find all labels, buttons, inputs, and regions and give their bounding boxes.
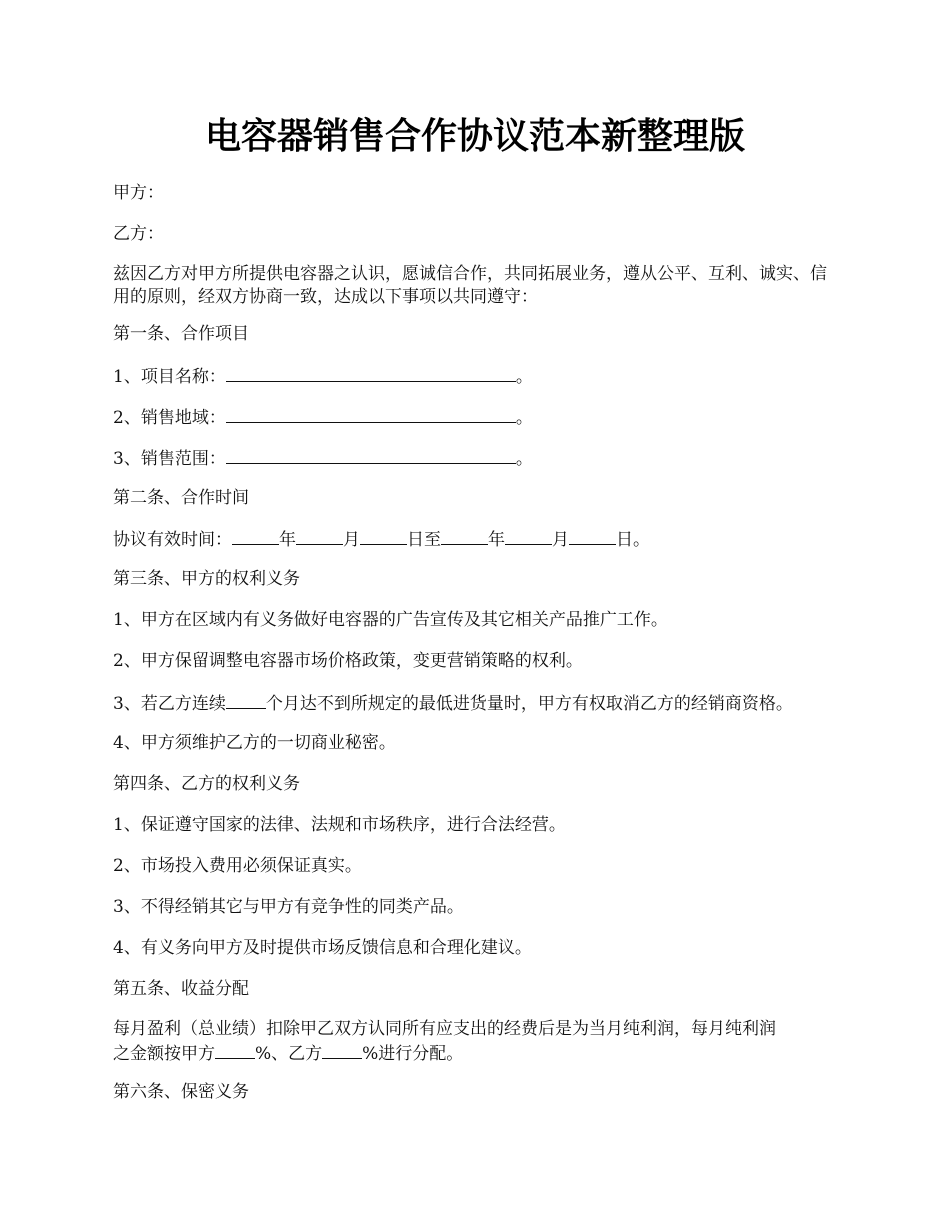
article1-item2 <box>113 405 853 430</box>
start-month-blank <box>296 527 343 545</box>
start-year-blank <box>232 527 279 545</box>
article2-validity <box>113 527 853 552</box>
end-month-blank <box>505 527 552 545</box>
end-month-label: 月 <box>552 530 569 550</box>
article5-text-line2 <box>113 1041 853 1066</box>
article4-item1: 1、保证遵守国家的法律、法规和市场秩序，进行合法经营。 <box>113 815 566 835</box>
party-a-percent-blank <box>215 1041 255 1059</box>
end-year-blank <box>441 527 488 545</box>
article3-heading: 第三条、甲方的权利义务 <box>113 569 300 589</box>
validity-prefix: 协议有效时间： <box>113 530 232 550</box>
article1-item1-label: 1、项目名称： <box>113 367 226 387</box>
project-name-blank <box>226 364 516 382</box>
article1-item3-end: 。 <box>515 449 533 469</box>
sales-region-blank <box>226 405 516 423</box>
article3-item3 <box>113 691 853 716</box>
article2-heading: 第二条、合作时间 <box>113 488 249 508</box>
article1-item1 <box>113 364 853 389</box>
party-a-line: 甲方： <box>113 183 164 203</box>
start-day-blank <box>360 527 407 545</box>
article6-heading: 第六条、保密义务 <box>113 1082 249 1102</box>
article5-line2-suffix: %进行分配。 <box>362 1044 464 1064</box>
day-to-label: 日至 <box>407 530 441 550</box>
preamble-paragraph: 兹因乙方对甲方所提供电容器之认识，愿诚信合作，共同拓展业务，遵从公平、互利、诚实、信用的原则，经双方协商一致，达成以下事项以共同遵守： <box>113 264 827 307</box>
months-blank <box>226 691 266 709</box>
document-title: 电容器销售合作协议范本新整理版 <box>204 115 745 157</box>
article1-item1-end: 。 <box>515 367 533 387</box>
article1-item3 <box>113 446 853 471</box>
end-year-label: 年 <box>488 530 505 550</box>
article4-item3: 3、不得经销其它与甲方有竞争性的同类产品。 <box>113 897 464 917</box>
article4-item2: 2、市场投入费用必须保证真实。 <box>113 856 362 876</box>
article3-item4: 4、甲方须维护乙方的一切商业秘密。 <box>113 733 396 753</box>
start-month-label: 月 <box>343 530 360 550</box>
article4-heading: 第四条、乙方的权利义务 <box>113 774 300 794</box>
article1-item2-label: 2、销售地域： <box>113 408 226 428</box>
article3-item3-prefix: 3、若乙方连续 <box>113 694 226 714</box>
article1-item2-end: 。 <box>515 408 533 428</box>
article3-item3-suffix: 个月达不到所规定的最低进货量时，甲方有权取消乙方的经销商资格。 <box>265 694 793 714</box>
article1-heading: 第一条、合作项目 <box>113 324 249 344</box>
party-b-percent-blank <box>322 1041 362 1059</box>
day-end-label: 日。 <box>616 530 650 550</box>
end-day-blank <box>569 527 616 545</box>
party-b-line: 乙方： <box>113 224 164 244</box>
article1-item3-label: 3、销售范围： <box>113 449 226 469</box>
article5-line2-prefix: 之金额按甲方 <box>113 1044 215 1064</box>
article5-heading: 第五条、收益分配 <box>113 979 249 999</box>
sales-scope-blank <box>226 446 516 464</box>
article5-text-line1: 每月盈利（总业绩）扣除甲乙双方认同所有应支出的经费后是为当月纯利润，每月纯利润 <box>113 1019 776 1039</box>
article3-item2: 2、甲方保留调整电容器市场价格政策，变更营销策略的权利。 <box>113 651 583 671</box>
start-year-label: 年 <box>279 530 296 550</box>
article4-item4: 4、有义务向甲方及时提供市场反馈信息和合理化建议。 <box>113 938 532 958</box>
article3-item1: 1、甲方在区域内有义务做好电容器的广告宣传及其它相关产品推广工作。 <box>113 610 668 630</box>
article5-line2-mid: %、乙方 <box>255 1044 323 1064</box>
